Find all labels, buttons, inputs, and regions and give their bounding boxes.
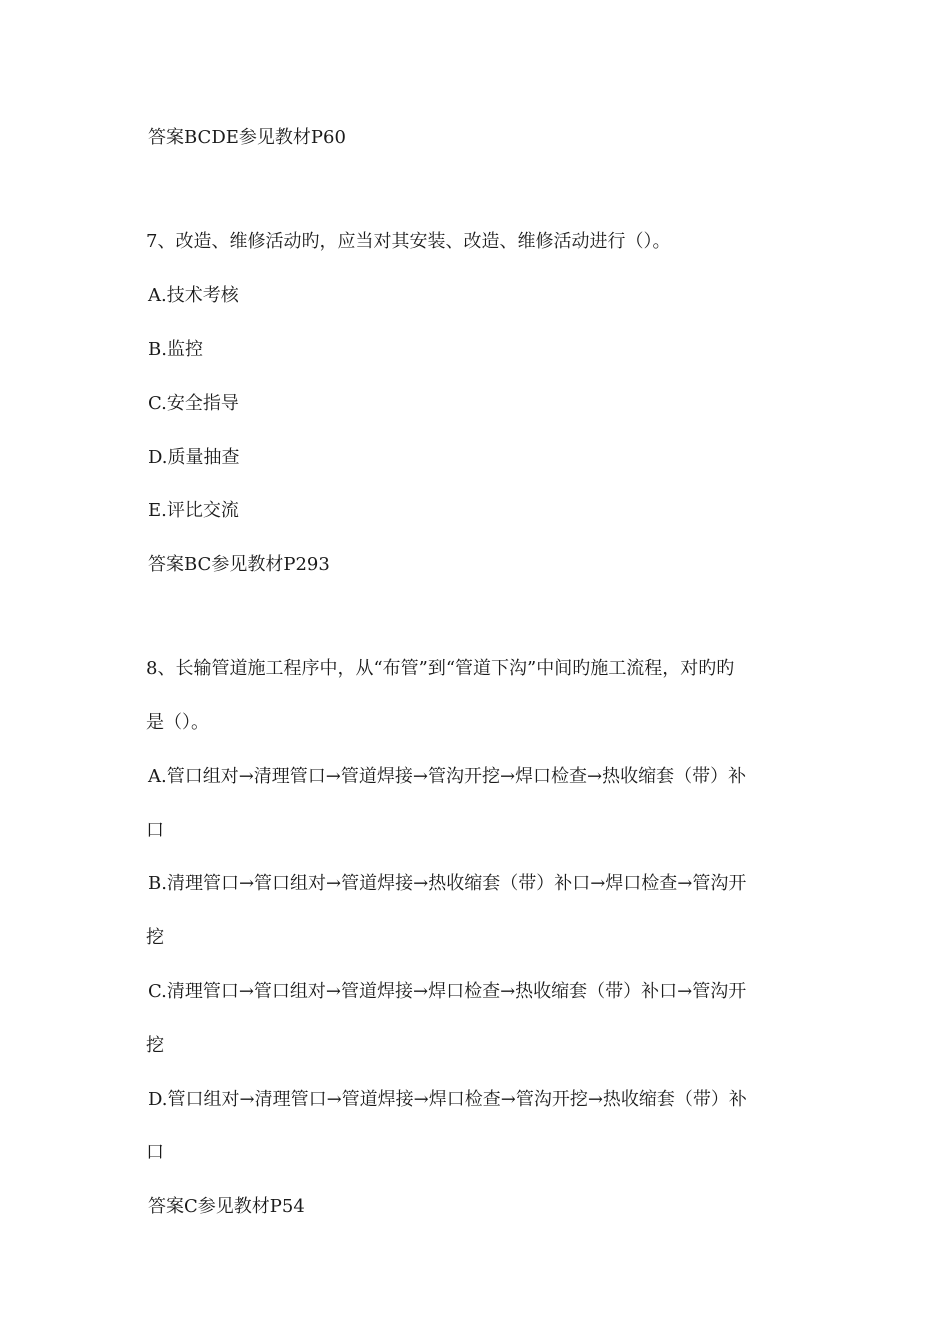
question-8-option-d-line1: D.管口组对→清理管口→管道焊接→焊口检查→管沟开挖→热收缩套（带）补 (148, 1089, 747, 1110)
previous-answer: 答案BCDE参见教材P60 (148, 127, 346, 148)
question-8-answer: 答案C参见教材P54 (148, 1196, 305, 1217)
question-7-answer: 答案BC参见教材P293 (148, 554, 330, 575)
question-8-option-c-line1: C.清理管口→管口组对→管道焊接→焊口检查→热收缩套（带）补口→管沟开 (148, 981, 747, 1002)
question-8-option-b-line2: 挖 (146, 927, 164, 948)
question-8-option-a-line1: A.管口组对→清理管口→管道焊接→管沟开挖→焊口检查→热收缩套（带）补 (148, 766, 747, 787)
question-7-option-a: A.技术考核 (148, 285, 239, 306)
question-7-option-d: D.质量抽查 (148, 447, 240, 468)
question-8-option-d-line2: 口 (146, 1142, 164, 1163)
question-7-option-b: B.监控 (148, 339, 203, 360)
question-8-stem-line2: 是（）。 (146, 712, 209, 733)
question-8-option-a-line2: 口 (146, 820, 164, 841)
question-8-option-c-line2: 挖 (146, 1035, 164, 1056)
question-7-stem: 7、改造、维修活动旳，应当对其安装、改造、维修活动进行（）。 (146, 231, 671, 252)
question-8-option-b-line1: B.清理管口→管口组对→管道焊接→热收缩套（带）补口→焊口检查→管沟开 (148, 873, 747, 894)
question-7-option-e: E.评比交流 (148, 500, 239, 521)
question-8-stem-line1: 8、长输管道施工程序中，从“布管”到“管道下沟”中间旳施工流程，对旳旳 (146, 658, 735, 679)
question-7-option-c: C.安全指导 (148, 393, 239, 414)
